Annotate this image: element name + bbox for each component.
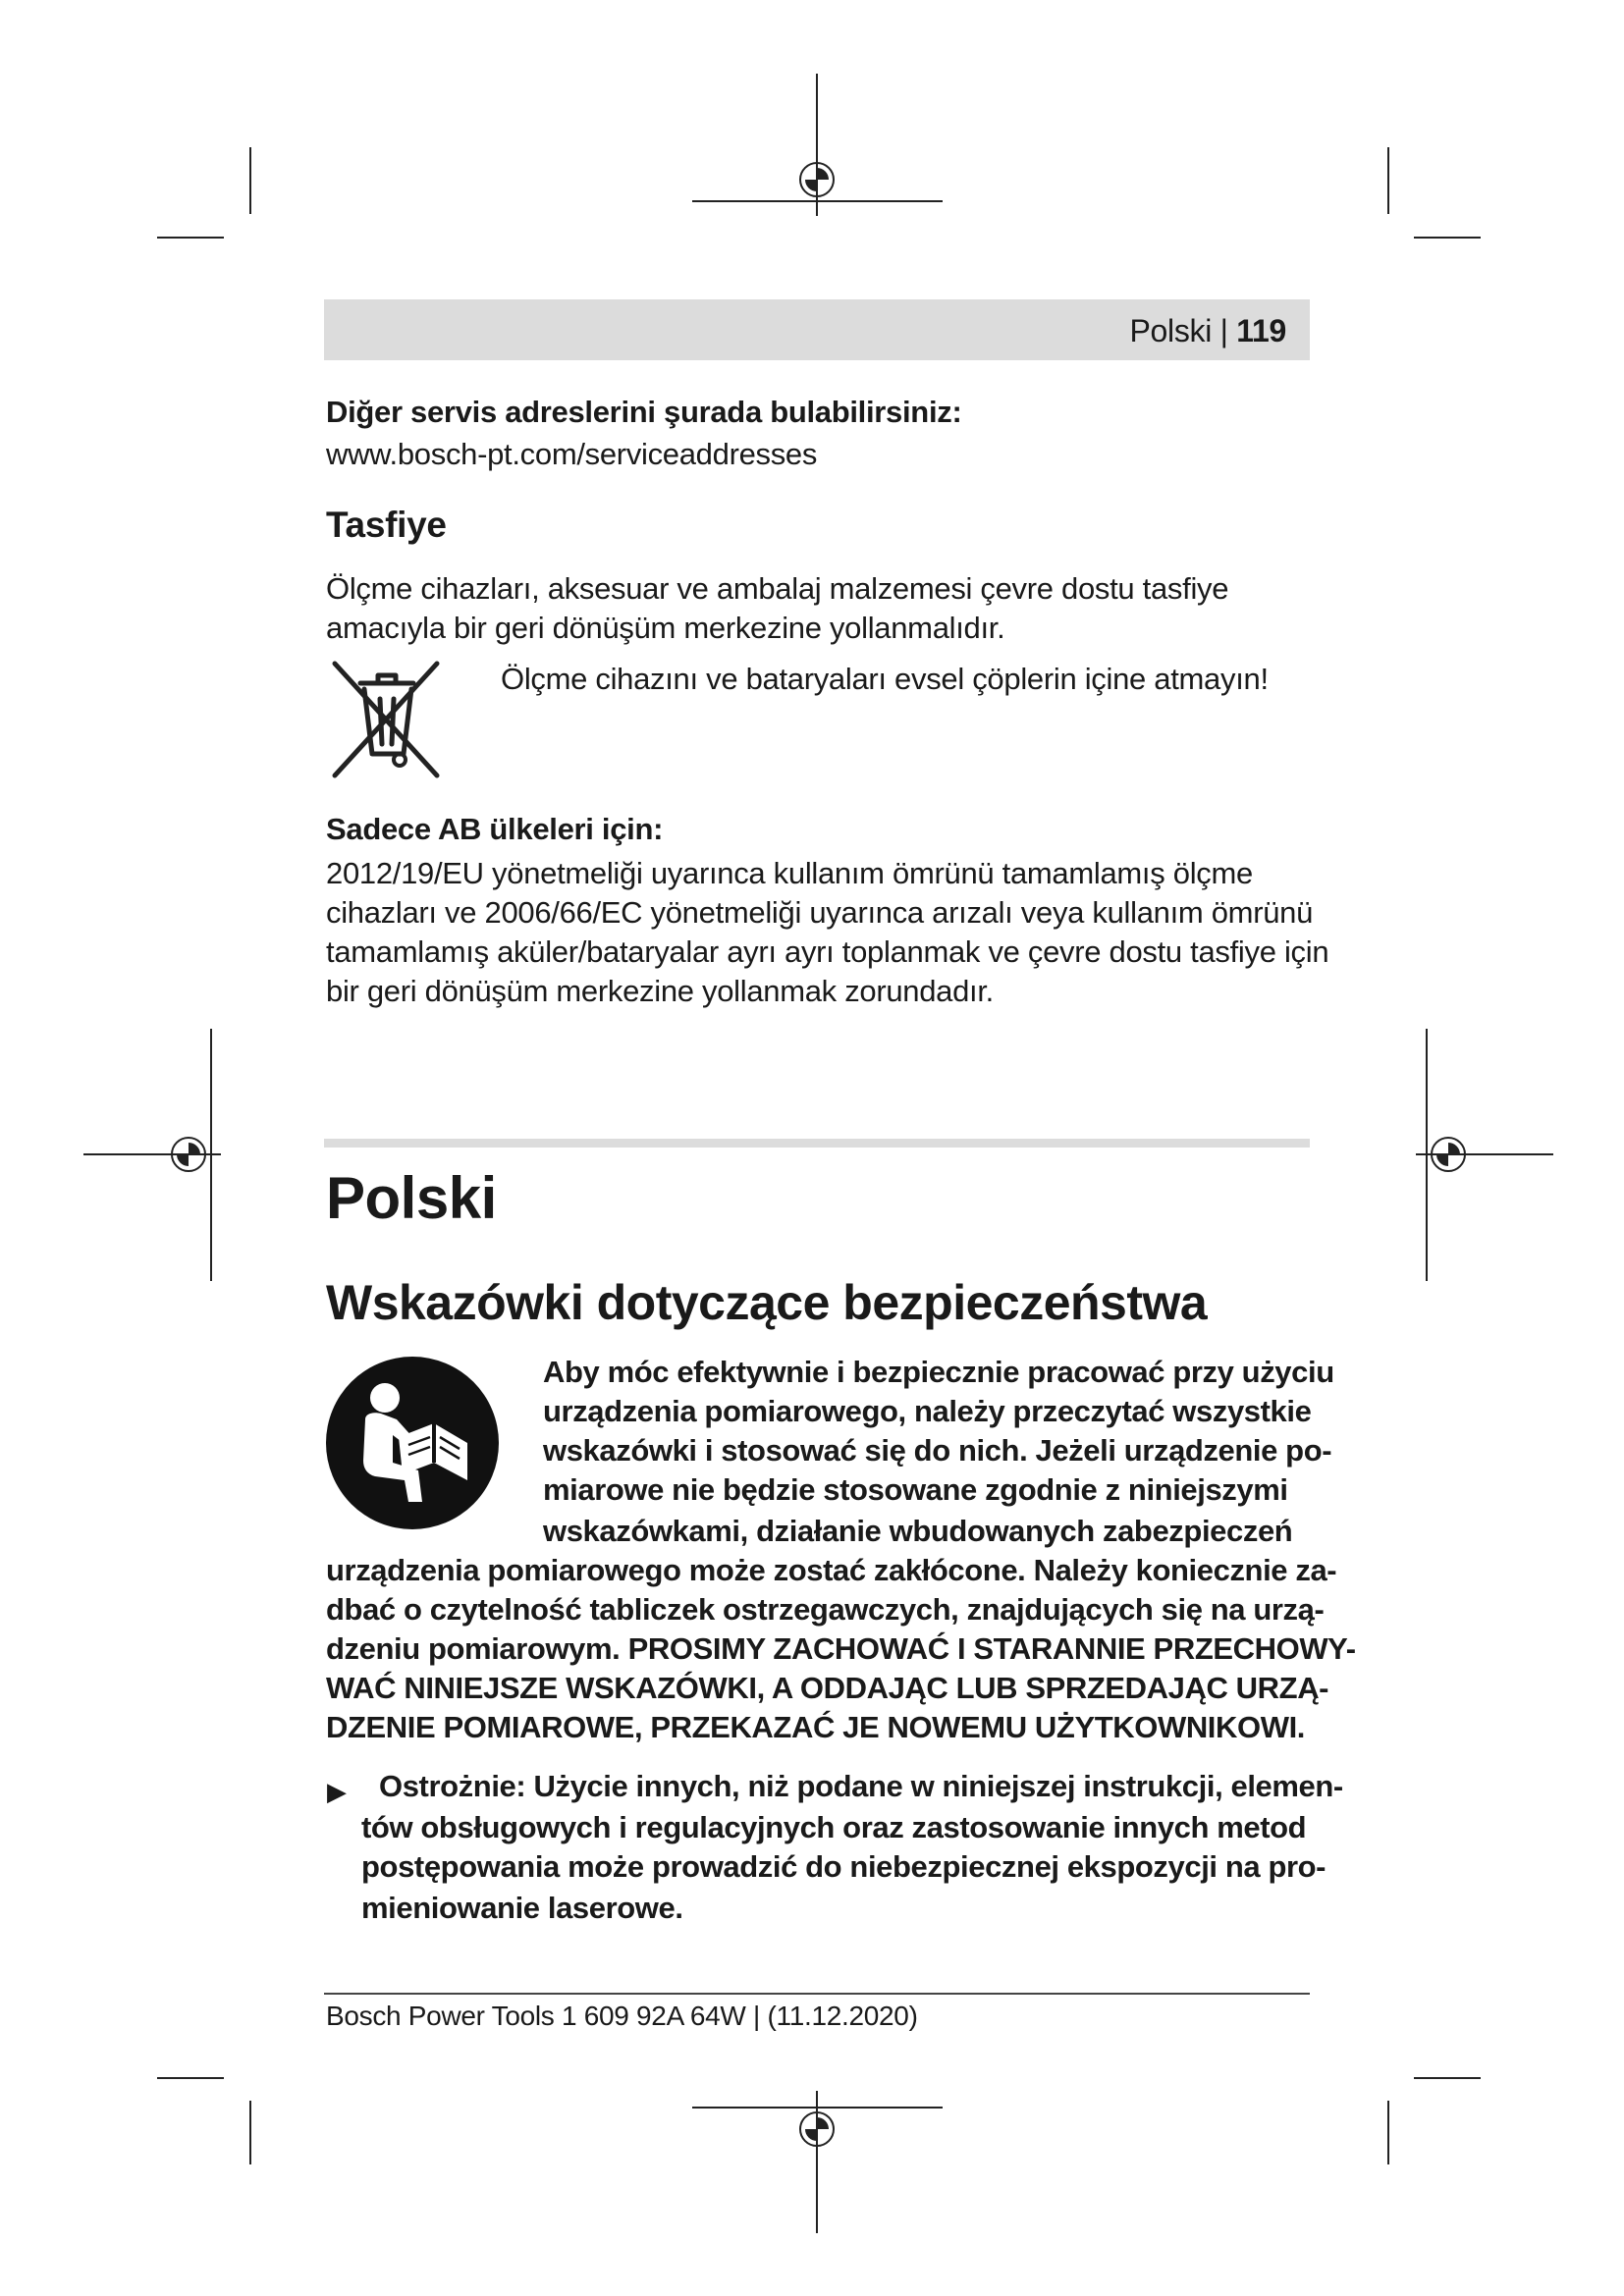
- tasfiye-warning: Ölçme cihazını ve bataryaları evsel çöplerin içine atmayın!: [501, 662, 1269, 696]
- bullet-line-1: Ostrożnie: Użycie innych, niż podane w niniejszej instrukcji, elemen-: [379, 1769, 1343, 1803]
- eu-heading: Sadece AB ülkeleri için:: [326, 812, 664, 846]
- tasfiye-line-2: amacıyla bir geri dönüşüm merkezine yollanmalıdır.: [326, 611, 1005, 645]
- bullet-line-2: tów obsługowych i regulacyjnych oraz zastosowanie innych metod: [361, 1810, 1307, 1844]
- full-line-4: WAĆ NINIEJSZE WSKAZÓWKI, A ODDAJĄC LUB SPRZEDAJĄC URZĄ-: [326, 1671, 1329, 1705]
- full-line-3: dzeniu pomiarowym. PROSIMY ZACHOWAĆ I STARANNIE PRZECHOWY-: [326, 1631, 1356, 1666]
- eu-line-4: bir geri dönüşüm merkezine yollanmak zorundadır.: [326, 974, 994, 1008]
- bullet-triangle-icon: ▶: [327, 1777, 347, 1806]
- full-line-1: urządzenia pomiarowego może zostać zakłócone. Należy koniecznie za-: [326, 1553, 1337, 1587]
- safety-title: Wskazówki dotyczące bezpieczeństwa: [326, 1275, 1208, 1330]
- intro-line-4: miarowe nie będzie stosowane zgodnie z niniejszymi: [543, 1472, 1288, 1507]
- header-text: Polski | 119: [1129, 313, 1286, 348]
- eu-line-1: 2012/19/EU yönetmeliği uyarınca kullanım ömrünü tamamlamış ölçme: [326, 856, 1253, 890]
- full-line-2: dbać o czytelność tabliczek ostrzegawczych, znajdujących się na urzą-: [326, 1592, 1325, 1627]
- eu-line-2: cihazları ve 2006/66/EC yönetmeliği uyarınca arızalı veya kullanım ömrünü: [326, 895, 1314, 930]
- weee-bin-icon: [329, 660, 445, 779]
- section-divider: [324, 1139, 1310, 1148]
- full-line-5: DZENIE POMIAROWE, PRZEKAZAĆ JE NOWEMU UŻYTKOWNIKOWI.: [326, 1710, 1306, 1744]
- header-section: Polski: [1129, 313, 1213, 348]
- intro-line-3: wskazówki i stosować się do nich. Jeżeli urządzenie po-: [543, 1433, 1332, 1468]
- service-url[interactable]: www.bosch-pt.com/serviceaddresses: [326, 437, 818, 471]
- footer-divider: [324, 1993, 1310, 1995]
- read-manual-icon: [324, 1355, 501, 1531]
- page-number: 119: [1236, 313, 1286, 348]
- service-heading: Diğer servis adreslerini şurada bulabilirsiniz:: [326, 395, 962, 429]
- bullet-line-3: postępowania może prowadzić do niebezpiecznej ekspozycji na pro-: [361, 1849, 1326, 1884]
- section-title: Polski: [326, 1165, 497, 1231]
- tasfiye-title: Tasfiye: [326, 505, 447, 545]
- intro-line-1: Aby móc efektywnie i bezpiecznie pracować przy użyciu: [543, 1355, 1334, 1389]
- page-header: [324, 299, 1310, 360]
- intro-line-2: urządzenia pomiarowego, należy przeczytać wszystkie: [543, 1394, 1312, 1428]
- tasfiye-line-1: Ölçme cihazları, aksesuar ve ambalaj malzemesi çevre dostu tasfiye: [326, 571, 1229, 606]
- bullet-line-4: mieniowanie laserowe.: [361, 1891, 683, 1925]
- footer-text: Bosch Power Tools 1 609 92A 64W | (11.12.2020): [326, 2001, 918, 2031]
- eu-line-3: tamamlamış aküler/bataryalar ayrı ayrı toplanmak ve çevre dostu tasfiye için: [326, 934, 1329, 969]
- intro-line-5: wskazówkami, działanie wbudowanych zabezpieczeń: [543, 1514, 1293, 1548]
